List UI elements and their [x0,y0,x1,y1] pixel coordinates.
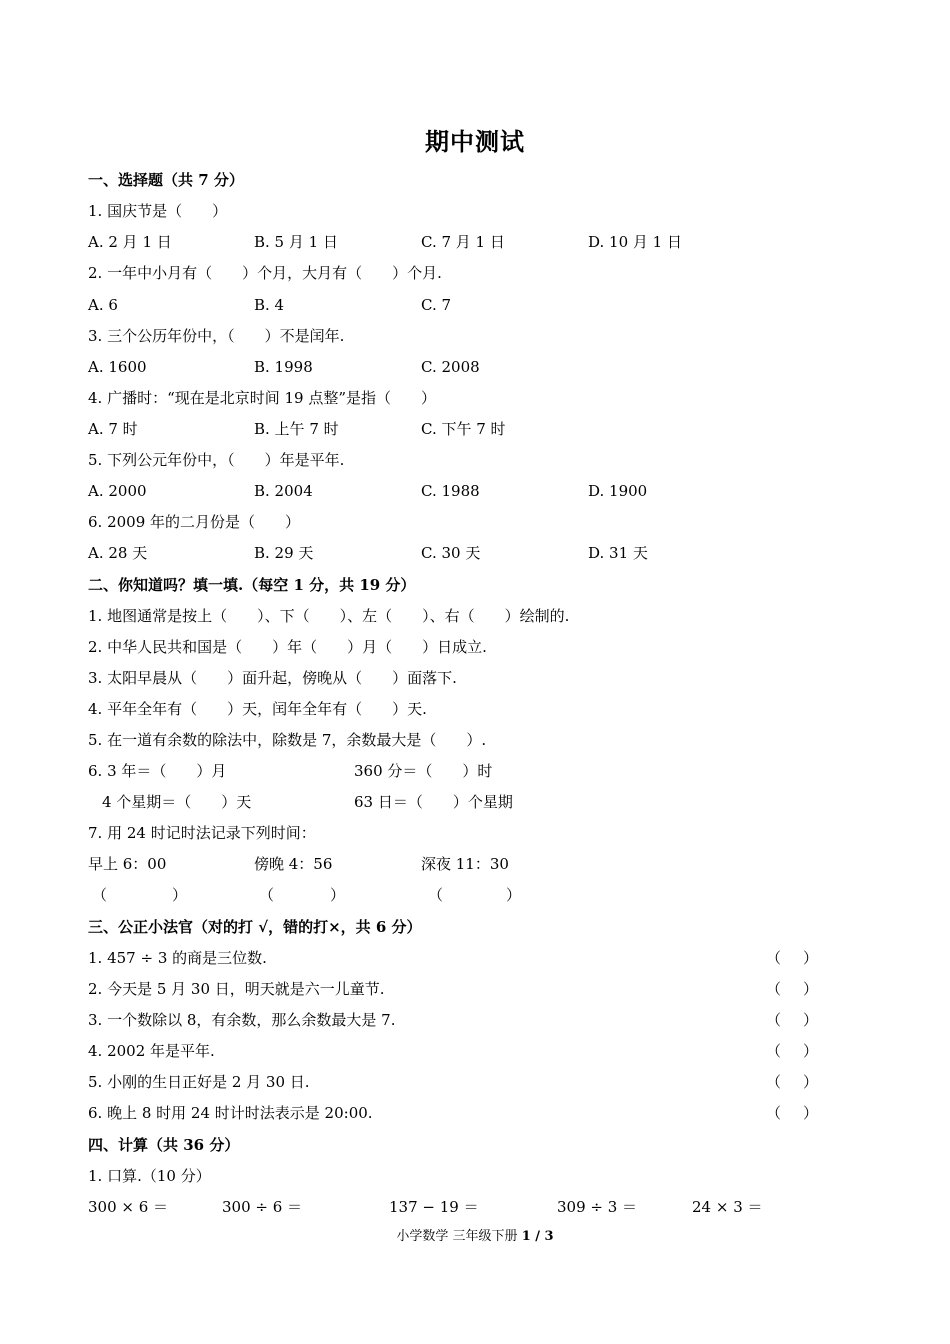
fill-question: 3. 太阳早晨从（ ）面升起，傍晚从（ ）面落下. [88,669,457,687]
paren-right: ） [802,980,818,998]
paren-right: ） [802,1011,818,1029]
option: A. 7 时 [88,420,138,438]
fill-question: 1. 地图通常是按上（ ）、下（ ）、左（ ）、右（ ）绘制的. [88,607,570,625]
judge-item: 1. 457 ÷ 3 的商是三位数. [88,949,267,967]
calc-item: 137 − 19 ＝ [389,1198,479,1216]
fill-question: 4. 平年全年有（ ）天，闰年全年有（ ）天. [88,700,427,718]
question: 1. 国庆节是（ ） [88,202,228,220]
calc-item: 300 ÷ 6 ＝ [222,1198,303,1216]
option: A. 2 月 1 日 [88,233,172,251]
blank-right-paren: ） [330,886,346,904]
option: C. 7 [421,296,452,314]
answer-paren [766,1102,818,1124]
question: 6. 2009 年的二月份是（ ） [88,513,301,531]
question: 3. 三个公历年份中，（ ）不是闰年. [88,327,345,345]
section-heading-calc: 四、计算（共 36 分） [88,1136,240,1154]
option: D. 10 月 1 日 [588,233,682,251]
fill-question: 6. 3 年＝（ ）月 [88,762,227,780]
paren-right: ） [802,949,818,967]
question: 4. 广播时：“现在是北京时间 19 点整”是指（ ） [88,389,437,407]
option: D. 1900 [588,482,648,500]
option: B. 1998 [254,358,313,376]
section-heading-fill: 二、你知道吗？填一填.（每空 1 分，共 19 分） [88,576,416,594]
answer-paren [766,1040,818,1062]
fill-question: 2. 中华人民共和国是（ ）年（ ）月（ ）日成立. [88,638,487,656]
calc-item: 300 × 6 ＝ [88,1198,169,1216]
fill-question: 5. 在一道有余数的除法中，除数是 7，余数最大是（ ）. [88,731,487,749]
judge-item: 4. 2002 年是平年. [88,1042,215,1060]
option: B. 2004 [254,482,313,500]
section-heading-choice: 一、选择题（共 7 分） [88,171,244,189]
calc-subheading: 1. 口算.（10 分） [88,1167,211,1185]
fill-question: 63 日＝（ ）个星期 [354,793,513,811]
option: A. 1600 [88,358,147,376]
fill-question: 360 分＝（ ）时 [354,762,493,780]
time-item: 早上 6：00 [88,855,167,873]
page-title: 期中测试 [425,127,525,156]
question: 2. 一年中小月有（ ）个月，大月有（ ）个月. [88,264,442,282]
footer-text: 小学数学 三年级下册 [396,1229,522,1244]
page-footer [0,1228,950,1246]
question: 5. 下列公元年份中，（ ）年是平年. [88,451,345,469]
time-item: 傍晚 4：56 [254,855,333,873]
paren-right: ） [802,1104,818,1122]
page-number: 1 / 3 [521,1229,554,1244]
option: C. 30 天 [421,544,481,562]
calc-item: 309 ÷ 3 ＝ [557,1198,638,1216]
option: A. 2000 [88,482,147,500]
option: A. 6 [88,296,118,314]
blank-right-paren: ） [172,886,188,904]
option: A. 28 天 [88,544,148,562]
answer-paren [766,1009,818,1031]
option: C. 下午 7 时 [421,420,506,438]
answer-paren [766,978,818,1000]
paren-right: ） [802,1073,818,1091]
option: C. 7 月 1 日 [421,233,505,251]
judge-item: 6. 晚上 8 时用 24 时计时法表示是 20:00. [88,1104,373,1122]
paren-left: （ [766,1073,782,1091]
option: B. 29 天 [254,544,314,562]
blank-left-paren: （ [259,886,275,904]
judge-item: 2. 今天是 5 月 30 日，明天就是六一儿童节. [88,980,385,998]
section-heading-judge: 三、公正小法官（对的打 √，错的打×，共 6 分） [88,918,422,936]
judge-item: 3. 一个数除以 8，有余数，那么余数最大是 7. [88,1011,396,1029]
paren-right: ） [802,1042,818,1060]
blank-right-paren: ） [506,886,522,904]
answer-paren [766,947,818,969]
fill-question: 7. 用 24 时记时法记录下列时间： [88,824,316,842]
option: C. 2008 [421,358,480,376]
blank-left-paren: （ [92,886,108,904]
option: B. 5 月 1 日 [254,233,338,251]
paren-left: （ [766,1042,782,1060]
answer-paren [766,1071,818,1093]
option: D. 31 天 [588,544,648,562]
fill-question: 4 个星期＝（ ）天 [102,793,252,811]
paren-left: （ [766,1011,782,1029]
paren-left: （ [766,949,782,967]
time-item: 深夜 11：30 [421,855,509,873]
paren-left: （ [766,1104,782,1122]
paren-left: （ [766,980,782,998]
judge-item: 5. 小刚的生日正好是 2 月 30 日. [88,1073,310,1091]
blank-left-paren: （ [428,886,444,904]
option: C. 1988 [421,482,480,500]
option: B. 上午 7 时 [254,420,339,438]
option: B. 4 [254,296,285,314]
calc-item: 24 × 3 ＝ [692,1198,763,1216]
